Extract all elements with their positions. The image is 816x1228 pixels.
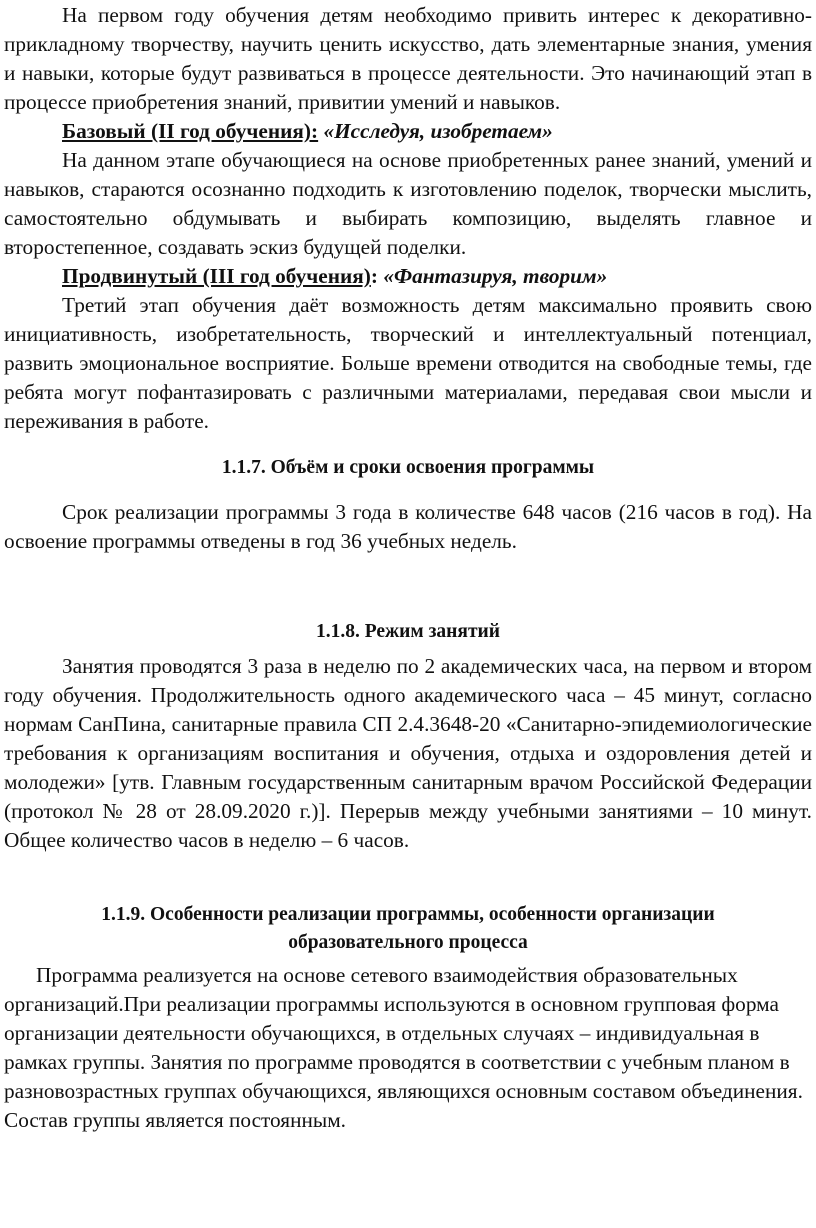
basic-level-motto: «Исследуя, изобретаем» — [323, 119, 553, 143]
advanced-level-motto: «Фантазируя, творим» — [383, 264, 608, 288]
section-119-heading — [4, 901, 812, 957]
advanced-level-colon: : — [370, 264, 378, 288]
document-page — [4, 0, 812, 1135]
advanced-level-subheading — [4, 262, 812, 291]
basic-level-paragraph: На данном этапе обучающиеся на основе приобретенных ранее знаний, умений и навыков, стараются осознанно подходить к изготовлению поделок, творчески мыслить, самостоятельно обдумывать и выбирать композицию, выделять главное и второстепенное, создавать эскиз будущей поделки. — [4, 148, 812, 259]
section-119-paragraph: Программа реализуется на основе сетевого взаимодействия образовательных организаций.При реализации программы используются в основном групповая форма организации деятельности обучающихся, в отдельных случаях – индивидуальная в рамках группы. Занятия по программе проводятся в соответствии с учебным планом в разновозрастных группах обучающихся, являющихся основным составом объединения. Состав группы является постоянным. — [4, 963, 803, 1132]
section-118-paragraph: Занятия проводятся 3 раза в неделю по 2 академических часа, на первом и втором году обучения. Продолжительность одного академического часа – 45 минут, согласно нормам СанПина, санитарные правила СП 2.4.3648-20 «Санитарно-эпидемиологические требования к организациям воспитания и обучения, отдыха и оздоровления детей и молодежи» [утв. Главным государственным санитарным врачом Российской Федерации (протокол № 28 от 28.09.2020 г.)]. Перерыв между учебными занятиями – 10 минут. Общее количество часов в неделю – 6 часов. — [4, 654, 812, 852]
advanced-level-paragraph: Третий этап обучения даёт возможность детям максимально проявить свою инициативность, изобретательность, творческий и интеллектуальный потенциал, развить эмоциональное восприятие. Больше времени отводится на свободные темы, где ребята могут пофантазировать с различными материалами, передавая свои мысли и переживания в работе. — [4, 293, 812, 433]
basic-level-label: Базовый (II год обучения): — [62, 119, 319, 143]
section-118-heading: 1.1.8. Режим занятий — [315, 621, 500, 642]
intro-paragraph: На первом году обучения детям необходимо привить интерес к декоративно-прикладному творчеству, научить ценить искусство, дать элементарные знания, умения и навыки, которые будут развиваться в процессе деятельности. Это начинающий этап в процессе приобретения знаний, привитии умений и навыков. — [4, 3, 812, 114]
basic-level-subheading — [4, 117, 812, 146]
section-119-heading-line-2: образовательного процесса — [288, 932, 528, 953]
section-117-heading: 1.1.7. Объём и сроки освоения программы — [221, 457, 595, 478]
section-119-heading-line-1: 1.1.9. Особенности реализации программы, особенности организации — [101, 904, 715, 925]
advanced-level-label: Продвинутый (III год обучения) — [62, 264, 371, 288]
section-117-paragraph: Срок реализации программы 3 года в количестве 648 часов (216 часов в год). На освоение программы отведены в год 36 учебных недель. — [4, 500, 812, 553]
